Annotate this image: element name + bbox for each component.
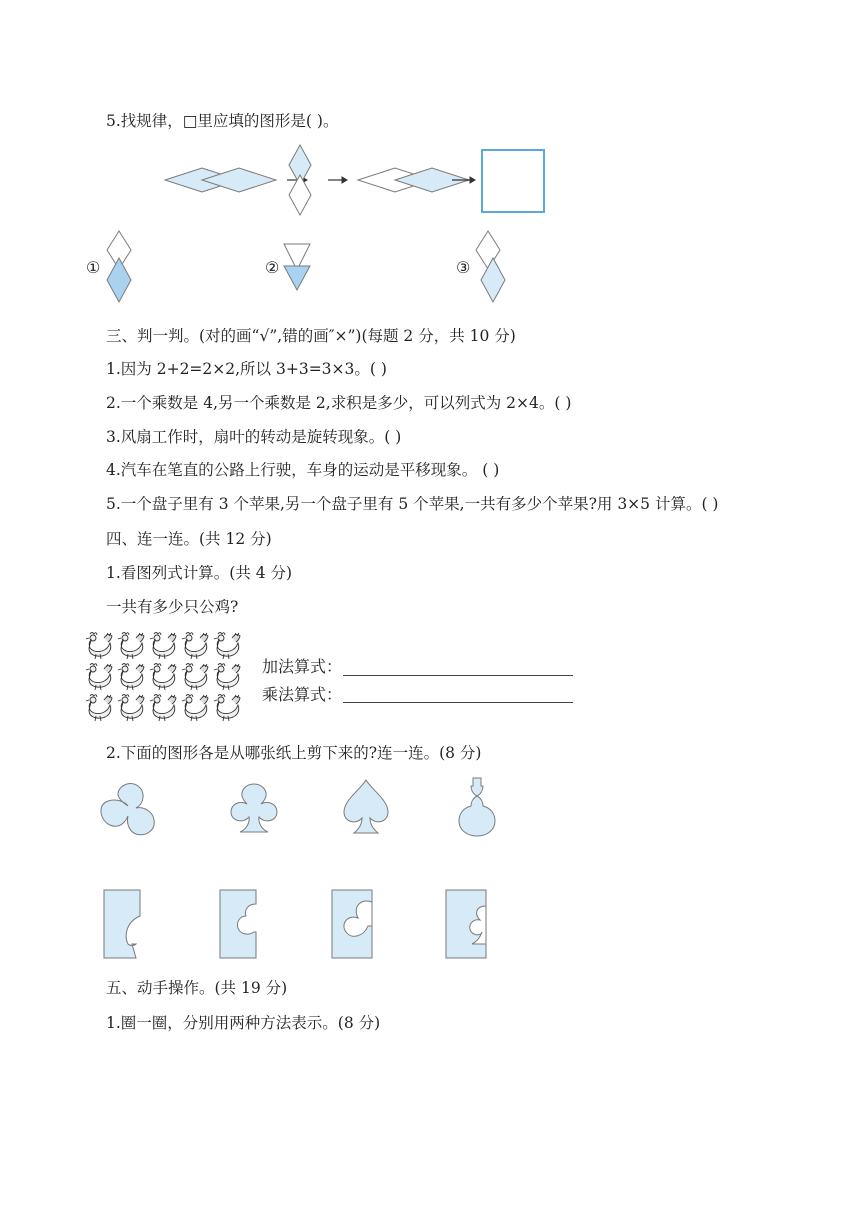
option-3-figure <box>474 228 508 312</box>
section4-q1: 1.看图列式计算。(共 4 分) <box>106 564 293 582</box>
addition-label: 加法算式： <box>262 657 343 676</box>
cutout-shapes-row <box>96 776 516 838</box>
section3-item-4: 4.汽车在笔直的公路上行驶，车身的运动是平移现象。 ( ) <box>106 461 500 479</box>
section3-item-3: 3.风扇工作时，扇叶的转动是旋转现象。( ) <box>106 428 402 446</box>
pattern-sequence <box>160 140 560 222</box>
option-1-figure <box>104 228 134 312</box>
q5-text: 5.找规律，□里应填的图形是( )。 <box>106 112 339 130</box>
spade-shape <box>344 780 388 833</box>
section5-heading: 五、动手操作。(共 19 分) <box>106 979 288 997</box>
option-3-label: ③ <box>456 258 471 277</box>
option-1-label: ① <box>86 258 101 277</box>
roosters-picture <box>84 628 244 726</box>
multiplication-answer-line[interactable] <box>343 702 573 703</box>
pattern-figure-1 <box>165 168 276 192</box>
paper-2 <box>220 890 256 958</box>
section3-heading: 三、判一判。(对的画“√”,错的画″×”)(每题 2 分，共 10 分) <box>106 327 516 345</box>
section3-item-2: 2.一个乘数是 4,另一个乘数是 2,求积是多少，可以列式为 2×4。( ) <box>106 394 572 412</box>
paper-1 <box>104 890 140 958</box>
section4-heading: 四、连一连。(共 12 分) <box>106 530 272 548</box>
addition-answer-line[interactable] <box>343 675 573 676</box>
section5-q1: 1.圈一圈，分别用两种方法表示。(8 分) <box>106 1014 381 1032</box>
gourd-shape <box>459 778 495 836</box>
arrow-icon <box>328 177 347 183</box>
option-2-label: ② <box>265 258 280 277</box>
club-shape <box>231 784 277 832</box>
multiplication-label: 乘法算式： <box>262 685 343 704</box>
section3-item-5: 5.一个盘子里有 3 个苹果,另一个盘子里有 5 个苹果,一共有多少个苹果?用 3×5 计算。( ) <box>106 495 719 513</box>
option-2-figure <box>282 240 312 296</box>
answer-box <box>482 150 544 212</box>
cutout-papers-row <box>100 886 500 962</box>
clover-shape <box>101 784 154 835</box>
section3-item-1: 1.因为 2+2=2×2,所以 3+3=3×3。( ) <box>106 360 387 378</box>
section4-q1-question: 一共有多少只公鸡? <box>106 598 239 616</box>
section4-q2: 2.下面的图形各是从哪张纸上剪下来的?连一连。(8 分) <box>106 744 482 762</box>
